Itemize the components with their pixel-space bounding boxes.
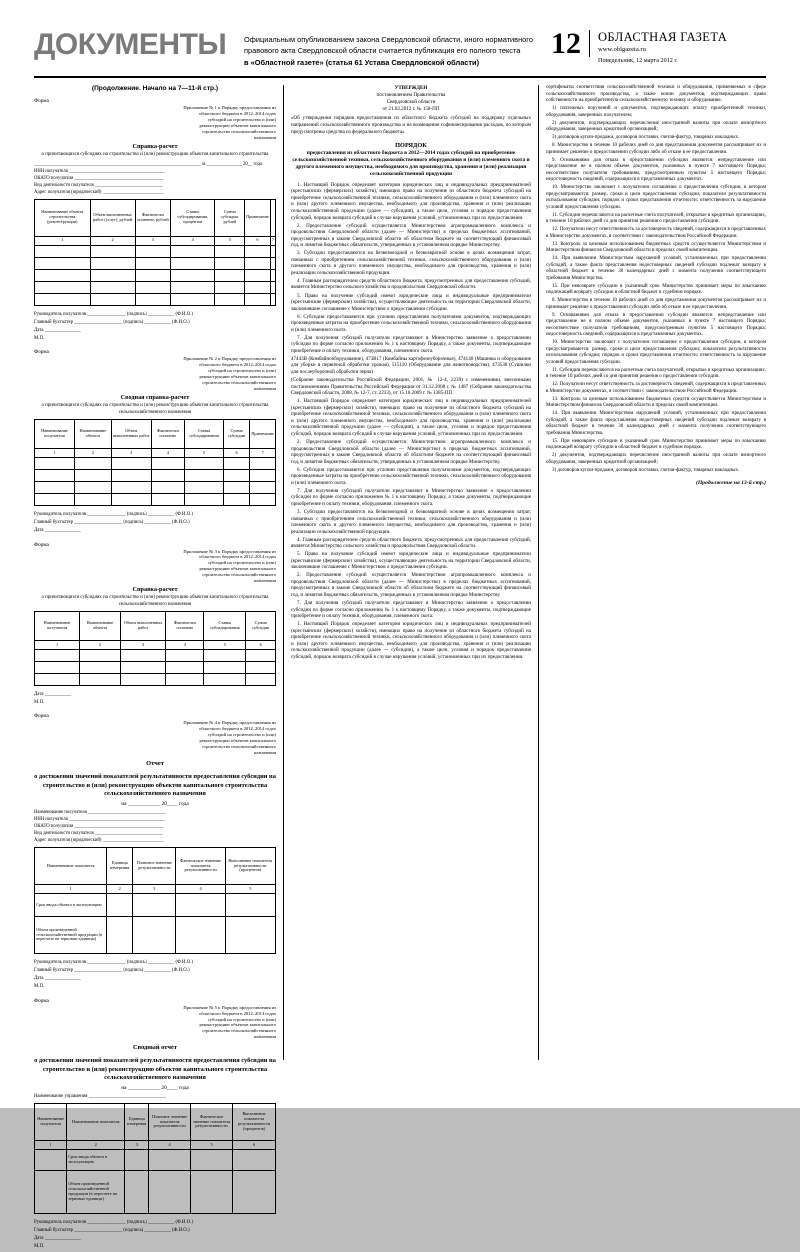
form4-field-0: Наименование получателя _________________________________ [34,809,166,815]
page-title: ДОКУМЕНТЫ [34,28,227,61]
utv-line-0: УТВЕРЖДЕН [394,85,428,92]
footer-line-1: М.П. [34,700,45,706]
num-3: 4 [151,449,184,458]
utverzhden-block [291,85,531,135]
signature-line-3: М.П. [34,336,45,342]
form5-table [34,1103,276,1214]
num-2: 3 [125,1141,149,1150]
num-2: 3 [111,449,151,458]
col-header-2: Единица измерения [125,1104,149,1141]
num-1: 2 [67,1141,125,1150]
c3-paragraph-rep-4: 12. Получатели несут ответственность за достоверность сведений, содержащихся в представленных в Министерство документах, в соответствии с законодательством Российской Федерации. [546,382,766,394]
col-header-6: Примечание [250,420,276,449]
paragraph-repeat-6: 5. Право на получение субсидий имеют юридические лица и индивидуальные предприниматели (крестьянские (фермерские) хозяйства), осуществляющие деятельность на территории Свердловской области, заключившие соглашение с Министерством о предоставлении субсидии. [291,551,531,571]
table-row [35,281,276,293]
num-4: 5 [190,1141,232,1150]
continuation-note: (Продолжение. Начало на 7—11-й стр.) [91,85,219,93]
spravka1-subtitle: о причитающихся субсидиях на строительство и (или) реконструкцию объектов капитального строительства [41,152,269,158]
paragraph-1: 2. Предоставление субсидий осуществляется Министерством агропромышленного комплекса и продовольствия Свердловской области (далее — Министерство) в пределах бюджетных ассигнований, предусмотренных в законе Свердловской области об областном бюджете на соответствующий финансовый год, и лимитов бюджетных обязательств, утвержденных в установленном порядке Министерству. [291,222,531,249]
col-header-1: Наименование показателя [67,1104,125,1141]
col-header-2: Плановое значение результативности [133,848,176,885]
num-0: 1 [35,236,91,245]
row-label-0: Срок ввода объекта в эксплуатацию [35,894,107,917]
paragraph-4: 5. Право на получение субсидий имеют юридические лица и индивидуальные предприниматели (крестьянские (фермерские) хозяйства), осуществляющие деятельность на территории Свердловской области, заключившие соглашение с Министерством о предоставлении субсидии. [291,292,531,312]
form5-subtitle: о достижении значений показателей результативности предоставления субсидии на строительство и (или) реконструкцию объектов капитального строительства сельскохозяйственного назначения [34,1057,276,1082]
signature-line-0: Руководитель получателя ________________ (подпись) ___________ (Ф.И.О.) [34,512,193,518]
col-header-3: Ставка субсидирования, процентов [171,199,215,236]
paragraph-repeat-8: 7. Для получения субсидий получатели представляют в Министерство заявление о предоставлении субсидии по форме согласно приложению № 1 к настоящему Порядку, а также документы, подтверждающие приобретение и оплату техники, оборудования, племенного скота. [291,600,531,620]
table-row [35,662,276,674]
table-row [35,269,276,281]
legal-line-3: в «Областной газете» (статья 61 Устава Свердловской области) [244,57,480,67]
table-row [35,917,276,954]
signature-line-2: Дата _______________ [34,1236,81,1242]
spravka3-subtitle: о причитающихся субсидиях на строительство и (или) реконструкцию объектов капитального строительства сельскохозяйственного назначения [41,595,269,607]
num-3: 4 [176,885,225,894]
col-header-0: Наименование получателя [35,1104,67,1141]
c3-paragraph-4: 8. Министерство в течение 10 рабочих дней со дня представления документов рассматривает их и принимает решение о предоставлении субсидии либо об отказе в ее предоставлении. [546,143,766,155]
spravka1-signatures [34,311,276,344]
page-columns [34,85,766,1250]
table-header-row [35,199,276,236]
col-header-5: Сумма субсидии [246,612,276,641]
spravka2-table [34,419,276,506]
row-label-1: Объем произведенной сельскохозяйственной продукции (в пересчете на зерновые единицы) [67,1171,125,1214]
num-4: 5 [225,885,275,894]
issue-number: 12 [551,30,590,57]
col-header-1: Наименование объекта [74,420,111,449]
form4-title: Отчет [146,760,164,768]
form4-subtitle: о достижении значений показателей результативности предоставления субсидии на строительство и (или) реконструкцию объектов капитального строительства сельскохозяйственного назначения [34,772,276,798]
paragraph-repeat-0: 1. Настоящий Порядок определяет категории юридических лиц и индивидуальных предпринимателей (крестьянских (фермерских) хозяйств), имеющих право на получение из областного бюджета субсидий на приобретение сельскохозяйственной техники, сельскохозяйственного оборудования и (или) племенного скота и (или) другого племенного имущества, необходимого для производства, хранения и (или) реализации сельскохозяйственной продукции (далее — субсидии), а также цели, условия и порядок предоставления субсидий, порядок возврата субсидий в случае нарушения условий, установленных при их предоставлении. [291,398,531,437]
table-number-row [35,1141,276,1150]
signature-line-3: М.П. [34,984,45,990]
footer-line-0: Дата ___________ [34,692,72,698]
paper-date: Понедельник, 12 марта 2012 г. [598,57,678,64]
spravka2-title: Сводная справка-расчет [120,394,190,402]
spravka2-signatures [34,511,276,535]
spravka3-table [34,611,276,686]
spravka2-subtitle: о причитающихся субсидиях на строительство и (или) реконструкцию объектов капитального строительства сельскохозяйственного назначения [41,403,269,415]
paragraph-repeat-2: 6. Субсидии предоставляются при условии представления получателями документов, подтверждающих произведенные затраты на приобретение сельскохозяйственной техники, сельскохозяйственного оборудования и (или) племенного скота. [291,466,531,486]
paper-url[interactable]: www.oblgazeta.ru [598,46,646,53]
form5-title: Сводный отчет [132,1044,178,1052]
spravka1-field-4: Адрес получателя (юридический) __________________________ [34,189,164,195]
form-label-4: Форма [34,713,49,720]
form5-period: на ____________ 20____ года [121,1084,189,1091]
c3-paragraph-rep-3: 11. Субсидии перечисляются на расчетные счета получателей, открытые в кредитных организациях, в течение 10 рабочих дней со дня принятия решения о предоставлении субсидии. [546,367,766,380]
form4-field-1: ИНН получателя _________________________________________ [34,816,166,822]
form5-org-line: Наименование управления _________________________________ [34,1093,166,1099]
c3-paragraph-rep-9: 3) договоров купли-продажи, договоров поставки, счетов-фактур, товарных накладных. [552,467,740,473]
num-6: 7 [270,236,275,245]
num-4: 5 [204,641,246,650]
spravka3-title: Справка-расчет [132,586,178,594]
signature-line-0: Руководитель получателя ________________ (подпись) ___________ (Ф.И.О.) [34,960,193,966]
num-0: 1 [35,885,107,894]
paper-name: ОБЛАСТНАЯ ГАЗЕТА [598,30,728,44]
table-row [35,293,276,305]
c3-paragraph-1: 1) платежных поручений и документов, подтверждающих оплату приобретенной техники, оборудования, заверенных получателем; [546,106,766,118]
col-header-5: Выполнение показателя результативности (процентов) [233,1104,276,1141]
c3-paragraph-10: 14. При выявлении Министерством нарушений условий, установленных при предоставлении субсидий, а также факта представления недостоверных сведений субсидии подлежат возврату в областной бюджет в течение 30 календарных дней с момента получения соответствующего требования Министерства. [546,256,766,281]
table-header-row [35,848,276,885]
masthead-legal-note [234,30,551,68]
col-header-0: Наименование объекта строительства (реконструкции) [35,199,91,236]
continuation-footer: (Продолжение на 13-й стр.) [695,480,766,487]
table-row [35,257,276,269]
signature-line-3: М.П. [34,1244,45,1250]
c3-paragraph-rep-1: 9. Основаниями для отказа в предоставлении субсидии являются: непредставление или представление не в полном объеме документов, указанных в пункте 7 настоящего Порядка; несоответствие получателя требованиям, предусмотренным пунктом 5 настоящего Порядка; недостоверность сведений, содержащихся в представленных документах. [546,312,766,338]
prilozhenie-5: Приложение № 5 к Порядку предоставления из областного бюджета в 2012–2014 годах субсидий на строительство и (или) реконструкцию объектов капитального строительства сельскохозяйственного назначения [183,1004,276,1040]
col-header-4: Выполнение показателя результативности (процентов) [225,848,275,885]
signature-line-1: Главный бухгалтер ____________________ (подпись) ___________ (Ф.И.О.) [34,320,190,326]
table-row [35,494,276,506]
col-header-3: Фактически оплачено [166,612,204,641]
c3-paragraph-7: 11. Субсидии перечисляются на расчетные счета получателей, открытые в кредитных организациях, в течение 10 рабочих дней со дня принятия решения о предоставлении субсидии. [546,212,766,225]
table-header-row [35,612,276,641]
spravka1-field-1: ИНН получателя _________________________________________ [34,168,166,174]
form-label-5: Форма [34,997,49,1004]
table-header-row [35,1104,276,1141]
porjadok-subtitle: предоставления из областного бюджета в 2012—2014 годах субсидий на приобретение сельскохозяйственной техники, сельскохозяйственного оборудования и (или) племенного скота и другого племенного имущества, необходимого для производства, хранения и (или) реализации сельскохозяйственной продукции [292,149,530,177]
legal-line-1: Официальным опубликованием закона Свердловской области, иного нормативного [244,35,533,44]
num-4: 5 [215,236,245,245]
signature-line-0: Руководитель получателя ________________ (подпись) ___________ (Ф.И.О.) [34,1220,193,1225]
c3-paragraph-8: 12. Получатели несут ответственность за достоверность сведений, содержащихся в представленных в Министерство документах, в соответствии с законодательством Российской Федерации. [546,227,766,239]
col-header-2: Фактически оплачено, рублей [135,199,170,236]
paragraph-6: 7. Для получения субсидий получатели представляют в Министерство заявление о предоставлении субсидии по форме согласно приложению № 1 к настоящему Порядку, а также документы, подтверждающие приобретение и оплату техники, оборудования, племенного скота. [291,334,531,354]
paragraph-repeat-9: 1. Настоящий Порядок определяет категории юридических лиц и индивидуальных предпринимателей (крестьянских (фермерских) хозяйств), имеющих право на получение из областного бюджета субсидий на приобретение сельскохозяйственной техники, сельскохозяйственного оборудования и (или) племенного скота и (или) другого племенного имущества, необходимого для производства, хранения и (или) реализации сельскохозяйственной продукции (далее — субсидии), а также цели, условия и порядок предоставления субсидий, порядок возврата субсидий в случае нарушения условий, установленных при их предоставлении. [291,621,531,660]
num-2: 3 [133,885,176,894]
num-5: 6 [223,449,249,458]
num-3: 4 [171,236,215,245]
prilozhenie-1: Приложение № 1 к Порядку предоставления из областного бюджета в 2012–2014 годах субсидий на строительство и (или) реконструкцию объектов капитального строительства сельскохозяйственного назначения [183,105,276,141]
form5-signatures [34,1219,276,1252]
utv-line-2: Свердловской области [386,99,436,106]
signature-line-2: Дата _______________ [34,976,81,982]
form-label-1: Форма [34,98,49,105]
num-1: 2 [90,236,135,245]
col-header-0: Наименование показателя [35,848,107,885]
signature-line-0: Руководитель получателя ________________ (подпись) ___________ (Ф.И.О.) [34,311,193,317]
num-2: 3 [135,236,170,245]
column-2 [284,85,539,1060]
form4-field-4: Адрес получателя (юридический) __________________________ [34,837,164,843]
porjadok-body [291,182,531,661]
table-row [35,458,276,470]
table-row [35,1150,276,1171]
col-header-3: Плановое значение показателя результативности [149,1104,191,1141]
num-5: 6 [246,641,276,650]
c3-paragraph-rep-5: 13. Контроль за целевым использованием бюджетных средств осуществляется Министерством и Министерством финансов Свердловской области в пределах своей компетенции. [546,396,766,409]
paragraph-repeat-3: 7. Для получения субсидий получатели представляют в Министерство заявление о предоставлении субсидии по форме согласно приложению № 1 к настоящему Порядку, а также документы, подтверждающие приобретение и оплату техники, оборудования, племенного скота. [291,487,531,507]
signature-line-1: Главный бухгалтер ____________________ (подпись) ___________ (Ф.И.О.) [34,968,190,974]
c3-paragraph-3: 3) договоров купли-продажи, договоров поставки, счетов-фактур, товарных накладных. [552,135,740,141]
porjadok-title: ПОРЯДОК [395,141,427,149]
col-header-1: Единица измерения [107,848,133,885]
col-header-3: Фактическое значение показателя результативности [176,848,225,885]
num-1: 2 [107,885,133,894]
c3-paragraph-0: сертификаты соответствия сельскохозяйственной техники и оборудования, применяемых в сфере сельскохозяйственного производства, а также копии документов, подтверждающих право собственности на приобретенную сельскохозяйственную технику и оборудование. [546,85,766,104]
c3-paragraph-11: 15. При невозврате субсидии в указанный срок Министерство принимает меры по взысканию подлежащей возврату субсидии в областной бюджет в судебном порядке. [546,283,766,296]
c3-paragraph-rep-7: 15. При невозврате субсидии в указанный срок Министерство принимает меры по взысканию подлежащей возврату субсидии в областной бюджет в судебном порядке. [546,438,766,451]
table-number-row [35,641,276,650]
col-header-3: Фактически оплачено [151,420,184,449]
num-3: 4 [166,641,204,650]
spravka1-field-2: ОКАТО получателя ______________________________________ [34,175,164,181]
c3-paragraph-6: 10. Министерство заключает с получателем соглашение о предоставлении субсидии, в котором предусматриваются: размер, сроки и цели предоставления субсидии; показатели результативности использования субсидии; порядок и сроки представления отчетности; ответственность за нарушение условий предоставления субсидии. [546,185,766,210]
signature-line-1: Главный бухгалтер ____________________ (подпись) ___________ (Ф.И.О.) [34,1228,190,1234]
num-6: 7 [250,449,276,458]
col-header-4: Фактическое значение показателя результативности [190,1104,232,1141]
table-number-row [35,449,276,458]
paragraph-2: 3. Субсидии предоставляются на безвозмездной и безвозвратной основе в целях возмещения затрат, связанных с приобретением сельскохозяйственной техники, сельскохозяйственного оборудования и (или) племенного скота и другого племенного имущества, необходимого для производства, хранения и (или) реализации сельскохозяйственной продукции. [291,250,531,276]
num-5: 6 [233,1141,276,1150]
form4-field-3: Вид деятельности получателя _____________________________ [34,830,163,836]
table-row [35,1171,276,1214]
signature-line-2: Дата _______________ [34,528,81,534]
form4-period: на ____________ 20____ года [121,800,189,807]
row-label-1: Объем произведенной сельскохозяйственной продукции (в пересчете на зерновые единицы) [35,917,107,954]
form4-table [34,847,276,954]
col-header-0: Наименование получателя [35,612,80,641]
c3-paragraph-2: 2) документов, подтверждающих перечисление иностранной валюты при оплате импортного оборудования, заверенных кредитной организацией; [546,120,766,133]
num-3: 4 [149,1141,191,1150]
col-header-4: Ставка субсидирования [204,612,246,641]
c3-paragraph-rep-2: 10. Министерство заключает с получателем соглашение о предоставлении субсидии, в котором предусматриваются: размер, сроки и цели предоставления субсидии; показатели результативности использования субсидии; порядок и сроки представления отчетности; ответственность за нарушение условий предоставления субсидии. [546,340,766,365]
paragraph-3: 4. Главным распорядителем средств областного бюджета, предусмотренных для предоставления субсидий, является Министерство сельского хозяйства и продовольствия Свердловской области. [291,277,531,291]
c3-paragraph-rep-0: 8. Министерство в течение 10 рабочих дней со дня представления документов рассматривает их и принимает решение о предоставлении субсидии либо об отказе в ее предоставлении. [546,298,766,310]
num-0: 1 [35,449,75,458]
col-header-1: Объем выполненных работ (услуг), рублей [90,199,135,236]
paragraph-repeat-1: 2. Предоставление субсидий осуществляется Министерством агропромышленного комплекса и продовольствия Свердловской области (далее — Министерство) в пределах бюджетных ассигнований, предусмотренных в законе Свердловской области об областном бюджете на соответствующий финансовый год, и лимитов бюджетных обязательств, утвержденных в установленном порядке Министерству. [291,439,531,465]
utv-line-3: от 21.02.2012 г. № 158-ПП [382,106,440,113]
table-row [35,674,276,686]
col-header-4: Сумма субсидии, рублей [215,199,245,236]
column-1 [34,85,284,1250]
col-header-1: Наименование объекта [80,612,121,641]
num-1: 2 [80,641,121,650]
laws-block: (Собрание законодательства Российской Федерации, 2001, № 12-4, 2239) с изменениями, внесенными постановлениями Правительства Российской Федерации от 31.12.2008 г. № 1487 (Собрание законодательства Свердловской области, 2008, № 12-7, ст. 2233), от 15.10.2009 г. № 1385-ПП [291,377,531,397]
table-number-row [35,236,276,245]
table-number-row [35,885,276,894]
masthead-right [551,27,766,64]
legal-line-2: правового акта Свердловской области считается публикация его полного текста [244,46,521,56]
paragraph-repeat-4: 3. Субсидии предоставляются на безвозмездной и безвозвратной основе в целях возмещения затрат, связанных с приобретением сельскохозяйственной техники, сельскохозяйственного оборудования и (или) племенного скота и другого племенного имущества, необходимого для производства, хранения и (или) реализации сельскохозяйственной продукции. [291,508,531,535]
c3-paragraph-rep-8: 2) документов, подтверждающих перечисление иностранной валюты при оплате импортного оборудования, заверенных кредитной организацией; [546,453,766,465]
paragraph-repeat-5: 4. Главным распорядителем средств областного бюджета, предусмотренных для предоставления субсидий, является Министерство сельского хозяйства и продовольствия Свердловской области. [291,536,531,550]
form-label-3: Форма [34,541,49,548]
col-header-5: Примечание [245,199,271,236]
spravka1-table [34,199,276,306]
num-0: 1 [35,641,80,650]
num-2: 3 [120,641,166,650]
prilozhenie-2: Приложение № 2 к Порядку предоставления из областного бюджета в 2012–2014 годах субсидий на строительство и (или) реконструкцию объектов капитального строительства сельскохозяйственного назначения [183,356,276,392]
table-row [35,894,276,917]
c3-paragraph-5: 9. Основаниями для отказа в предоставлении субсидии являются: непредставление или представление не в полном объеме документов, указанных в пункте 7 настоящего Порядка; несоответствие получателя требованиям, предусмотренным пунктом 5 настоящего Порядка; недостоверность сведений, содержащихся в представленных документах. [546,157,766,183]
paragraph-5: 6. Субсидии предоставляются при условии представления получателями документов, подтверждающих произведенные затраты на приобретение сельскохозяйственной техники, сельскохозяйственного оборудования и (или) племенного скота. [291,313,531,333]
col-header-2: Объем выполненных работ [111,420,151,449]
spravka1-field-0: _______________________________________________________________________ за _______________ 20__ года [34,161,263,167]
masthead [34,27,766,78]
col-header-6 [270,199,275,236]
num-1: 2 [74,449,111,458]
col-header-2: Объем выполненных работ [120,612,166,641]
num-0: 1 [35,1141,67,1150]
col-header-4: Ставка субсидирования [184,420,223,449]
utv-line-1: постановлением Правительства [376,92,446,99]
spravka1-field-3: Вид деятельности получателя _____________________________ [34,182,163,188]
spravka1-title: Справка-расчет [132,143,178,151]
table-header-row [35,420,276,449]
c3-paragraph-rep-6: 14. При выявлении Министерством нарушений условий, установленных при предоставлении субсидий, а также факта представления недостоверных сведений субсидии подлежат возврату в областной бюджет в течение 30 календарных дней с момента получения соответствующего требования Министерства. [546,411,766,436]
num-4: 5 [184,449,223,458]
signature-line-1: Главный бухгалтер ____________________ (подпись) ___________ (Ф.И.О.) [34,520,190,526]
row-label-0: Срок ввода объекта в эксплуатацию [67,1150,125,1171]
form-label-2: Форма [34,349,49,356]
table-row [35,470,276,482]
utv-line-4: «Об утверждении порядков предоставления из областного бюджета субсидий на поддержку отдельных направлений сельскохозяйственного производства и на возмещение софинансирования расходов, по которым предусмотрены средства из федерального бюджета» [291,114,531,135]
signature-line-2: Дата _______________ [34,328,81,334]
paragraph-repeat-7: 2. Предоставление субсидий осуществляется Министерством агропромышленного комплекса и продовольствия Свердловской области (далее — Министерство) в пределах бюджетных ассигнований, предусмотренных в законе Свердловской области об областном бюджете на соответствующий финансовый год, и лимитов бюджетных обязательств, утвержденных в установленном порядке Министерству. [291,572,531,599]
okved-block: 47443В (Комбайнооборудование), 473В17 (Комбайны картофелеуборочные), 474140 (Машины и оборудование для уборки и первичной обработки урожая), 515110 (Оборудование для животноводства), 473530 (Сушилки для послеуборочной обработки зерна) [291,355,531,376]
col-header-0: Наименование получателя [35,420,75,449]
form4-signatures [34,959,276,992]
spravka3-footer [34,691,276,707]
column-3 [539,85,766,1060]
col-header-5: Сумма субсидии [223,420,249,449]
table-row [35,245,276,257]
prilozhenie-4: Приложение № 4 к Порядку предоставления из областного бюджета в 2012–2014 годах субсидий на строительство и (или) реконструкцию объектов капитального строительства сельскохозяйственного назначения [183,720,276,756]
num-5: 6 [245,236,271,245]
form4-field-2: ОКАТО получателя ______________________________________ [34,823,164,829]
paragraph-0: 1. Настоящий Порядок определяет категории юридических лиц и индивидуальных предпринимателей (крестьянских (фермерских) хозяйств), имеющих право на получение из областного бюджета субсидий на приобретение сельскохозяйственной техники, сельскохозяйственного оборудования и (или) племенного скота и (или) другого племенного имущества, необходимого для производства, хранения и (или) реализации сельскохозяйственной продукции (далее — субсидии), а также цели, условия и порядок предоставления субсидий, порядок возврата субсидий в случае нарушения условий, установленных при их предоставлении. [291,181,531,221]
masthead-left [34,30,234,60]
prilozhenie-3: Приложение № 3 к Порядку предоставления из областного бюджета в 2012–2014 годах субсидий на строительство и (или) реконструкцию объектов капитального строительства сельскохозяйственного назначения [183,548,276,584]
table-row [35,482,276,494]
c3-paragraph-9: 13. Контроль за целевым использованием бюджетных средств осуществляется Министерством и Министерством финансов Свердловской области в пределах своей компетенции. [546,241,766,254]
table-row [35,650,276,662]
